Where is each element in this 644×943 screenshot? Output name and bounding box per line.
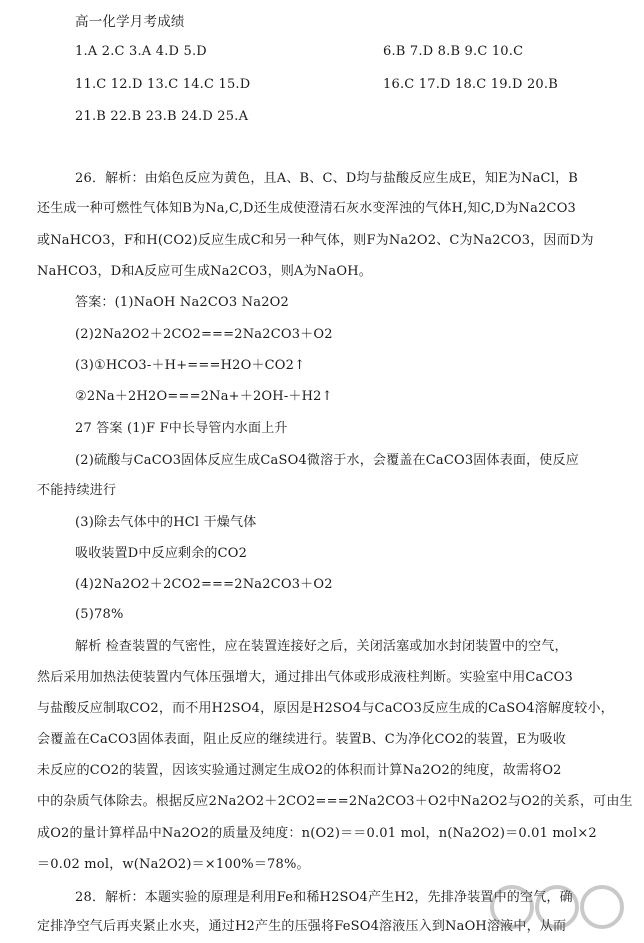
watermark-circle-2 — [537, 887, 577, 927]
q26-line-1: 26．解析：由焰色反应为黄色，且A、B、C、D均与盐酸反应生成E，知E为NaCl，B — [75, 171, 579, 186]
q27-line-5: 吸收装置D中反应剩余的CO2 — [75, 546, 248, 561]
q27-line-6: (4)2Na2O2＋2CO2===2Na2CO3＋O2 — [75, 577, 333, 592]
answers-row-2-left: 11.C 12.D 13.C 14.C 15.D — [75, 77, 251, 92]
answers-row-2-right: 16.C 17.D 18.C 19.D 20.B — [383, 77, 558, 92]
doc-title: 高一化学月考成绩 — [75, 14, 185, 30]
q26-answer-2: (2)2Na2O2＋2CO2===2Na2CO3＋O2 — [75, 327, 333, 342]
q27-heading: 27 答案 (1)F F中长导管内水面上升 — [75, 421, 288, 436]
q27-explanation-6: 中的杂质气体除去。根据反应2Na2O2＋2CO2===2Na2CO3＋O2中Na2O2与O2的关系，可由生 — [37, 794, 633, 809]
q26-line-4: NaHCO3，D和A反应可生成Na2CO3，则A为NaOH。 — [37, 264, 372, 279]
q28-line-1: 28．解析：本题实验的原理是利用Fe和稀H2SO4产生H2，先排净装置中的空气，确 — [75, 890, 573, 905]
q28-line-2: 定排净空气后再夹紧止水夹，通过H2产生的压强将FeSO4溶液压入到NaOH溶液中，从而 — [37, 919, 567, 934]
q27-explanation-2: 然后采用加热法使装置内气体压强增大，通过排出气体或形成液柱判断。实验室中用CaCO3 — [37, 670, 573, 685]
q26-line-2: 还生成一种可燃性气体知B为Na,C,D还生成使澄清石灰水变浑浊的气体H,知C,D为Na2CO3 — [37, 201, 577, 216]
answers-row-1-left: 1.A 2.C 3.A 4.D 5.D — [75, 44, 207, 59]
q26-answer-1: 答案：(1)NaOH Na2CO3 Na2O2 — [75, 295, 289, 310]
watermark-circle-1 — [492, 887, 532, 927]
q27-explanation-8: ＝0.02 mol，w(Na2O2)＝×100%＝78%。 — [37, 857, 310, 872]
q27-explanation-7: 成O2的量计算样品中Na2O2的质量及纯度：n(O2)＝＝0.01 mol，n(Na2O2)＝0.01 mol×2 — [37, 826, 597, 841]
q27-line-4: (3)除去气体中的HCl 干燥气体 — [75, 515, 257, 530]
q27-explanation-5: 未反应的CO2的装置，因该实验通过测定生成O2的体积而计算Na2O2的纯度，故需将O2 — [37, 763, 562, 778]
q26-answer-4: ②2Na＋2H2O===2Na+＋2OH-＋H2↑ — [75, 389, 333, 404]
q27-line-2: (2)硫酸与CaCO3固体反应生成CaSO4微溶于水，会覆盖在CaCO3固体表面，使反应 — [75, 453, 579, 468]
q26-answer-3: (3)①HCO3-＋H+===H2O＋CO2↑ — [75, 358, 306, 373]
q27-explanation-4: 会覆盖在CaCO3固体表面，阻止反应的继续进行。装置B、C为净化CO2的装置，E为吸收 — [37, 732, 567, 747]
answers-row-1-right: 6.B 7.D 8.B 9.C 10.C — [383, 44, 524, 59]
q27-line-3: 不能持续进行 — [37, 483, 117, 498]
answers-row-3-left: 21.B 22.B 23.B 24.D 25.A — [75, 109, 249, 124]
q27-explanation-1: 解析 检查装置的气密性，应在装置连接好之后，关闭活塞或加水封闭装置中的空气， — [75, 639, 568, 654]
watermark-logo — [482, 877, 632, 937]
q26-line-3: 或NaHCO3，F和H(CO2)反应生成C和另一种气体，则F为Na2O2、C为Na2CO3，因而D为 — [37, 233, 594, 248]
q27-explanation-3: 与盐酸反应制取CO2，而不用H2SO4，原因是H2SO4与CaCO3反应生成的CaSO4溶解度较小， — [37, 701, 614, 716]
watermark-circle-3 — [582, 887, 622, 927]
q27-line-7: (5)78% — [75, 607, 124, 622]
